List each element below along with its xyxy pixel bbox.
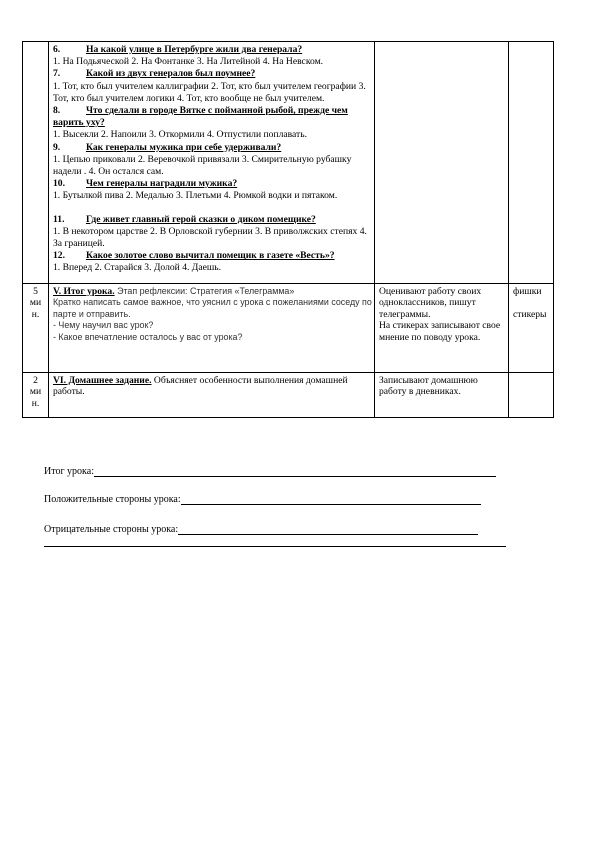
lesson-summary-line: [44, 466, 514, 477]
blank-line: [44, 546, 506, 547]
question-item: [53, 250, 371, 282]
negative-label: Отрицательные стороны урока:: [44, 524, 179, 535]
empty-cell: [375, 42, 509, 284]
question-text: Чем генералы наградили мужика?: [86, 178, 238, 190]
question-text: На какой улице в Петербурге жили два генерала?: [86, 44, 303, 55]
quiz-cell: [49, 42, 375, 284]
student-activity-text: Записывают домашнюю работу в дневниках.: [379, 374, 478, 398]
stage-subtitle: Этап рефлексии: Стратегия «Телеграмма»: [114, 285, 295, 296]
quiz-row: [23, 42, 554, 284]
question-text: Какой из двух генералов был поумнее?: [86, 68, 256, 80]
student-activity-text: Оценивают работу своих одноклассников, пишут телеграммы.: [379, 285, 482, 320]
empty-cell: [509, 42, 554, 284]
reflection-question: - Какое впечатление осталось у вас от урока?: [53, 332, 243, 343]
stage-title: VI. Домашнее задание.: [53, 374, 152, 386]
duration-value: 5: [33, 285, 38, 297]
question-item: [53, 44, 371, 68]
duration-unit: н.: [31, 397, 40, 409]
question-number: 6.: [53, 44, 61, 55]
resource-item: фишки: [513, 285, 542, 297]
teacher-activity-cell: [49, 283, 375, 372]
answer-options: 1. Цепью приковали 2. Веревочкой привязали 3. Смирительную рубашку надели . 4. Он остался сам.: [53, 153, 352, 178]
answer-options: 1. В некотором царстве 2. В Орловской губернии 3. В приволжских степях 4. За границей.: [53, 225, 367, 250]
question-item: [53, 105, 371, 142]
reflection-question: - Чему научил вас урок?: [53, 320, 154, 331]
question-number: 11.: [53, 213, 65, 225]
question-text: Где живет главный герой сказки о диком помещике?: [86, 213, 316, 225]
answer-options: 1. Высекли 2. Напоили 3. Откормили 4. Отпустили поплавать.: [53, 129, 307, 141]
question-text: Как генералы мужика при себе удерживали?: [86, 141, 282, 153]
empty-cell: [23, 42, 49, 284]
question-number: 7.: [53, 68, 61, 80]
question-number: 8.: [53, 105, 61, 117]
stage-instruction: Объясняет особенности выполнения домашней работы.: [53, 374, 348, 398]
teacher-activity-cell: [49, 372, 375, 417]
duration-unit: ми: [29, 297, 42, 309]
question-item: [53, 142, 371, 179]
resources-cell: [509, 283, 554, 372]
question-number: 12.: [53, 250, 65, 262]
summary-label: Итог урока:: [44, 466, 94, 477]
question-text: Что сделали в городе Вятке с пойманной рыбой, прежде чем варить уху?: [53, 105, 348, 129]
positive-label: Положительные стороны урока:: [44, 494, 181, 505]
stage-row-reflection: [23, 283, 554, 372]
question-item: [53, 68, 371, 105]
duration-value: 2: [33, 374, 38, 386]
answer-options: 1. Тот, кто был учителем каллиграфии 2. Тот, кто был учителем географии 3. Тот, кто был учителем логики 4. Тот, кто вообще не был учителем.: [53, 80, 366, 104]
negative-aspects-line: [44, 524, 514, 535]
student-activity-text: На стикерах записывают свое мнение по поводу урока.: [379, 320, 501, 344]
duration-unit: н.: [31, 308, 40, 320]
blank-line: [178, 534, 478, 535]
answer-options: 1. Бутылкой пива 2. Медалью 3. Плетьми 4. Рюмкой водки и пятаком.: [53, 190, 338, 202]
question-number: 9.: [53, 141, 61, 153]
question-text: Какое золотое слово вычитал помещик в газете «Весть»?: [86, 250, 335, 262]
blank-line: [94, 476, 496, 477]
duration-cell: [23, 283, 49, 372]
student-activity-cell: [375, 283, 509, 372]
stage-title: V. Итог урока.: [53, 285, 115, 297]
question-number: 10.: [53, 178, 65, 190]
blank-line: [181, 504, 481, 505]
question-item: [53, 214, 371, 251]
positive-aspects-line: [44, 494, 514, 505]
answer-options: 1. На Подьяческой 2. На Фонтанке 3. На Литейной 4. На Невском.: [53, 56, 324, 68]
lesson-table: [22, 41, 554, 418]
duration-cell: [23, 372, 49, 417]
stage-instruction: Кратко написать самое важное, что уяснил с урока с пожеланиями соседу по парте и отправить.: [53, 297, 372, 319]
resources-cell: [509, 372, 554, 417]
question-item: [53, 178, 371, 202]
duration-unit: ми: [29, 386, 42, 398]
student-activity-cell: [375, 372, 509, 417]
answer-options: 1. Вперед 2. Старайся 3. Долой 4. Даешь.: [53, 262, 222, 274]
resource-item: стикеры: [513, 309, 547, 321]
stage-row-homework: [23, 372, 554, 417]
